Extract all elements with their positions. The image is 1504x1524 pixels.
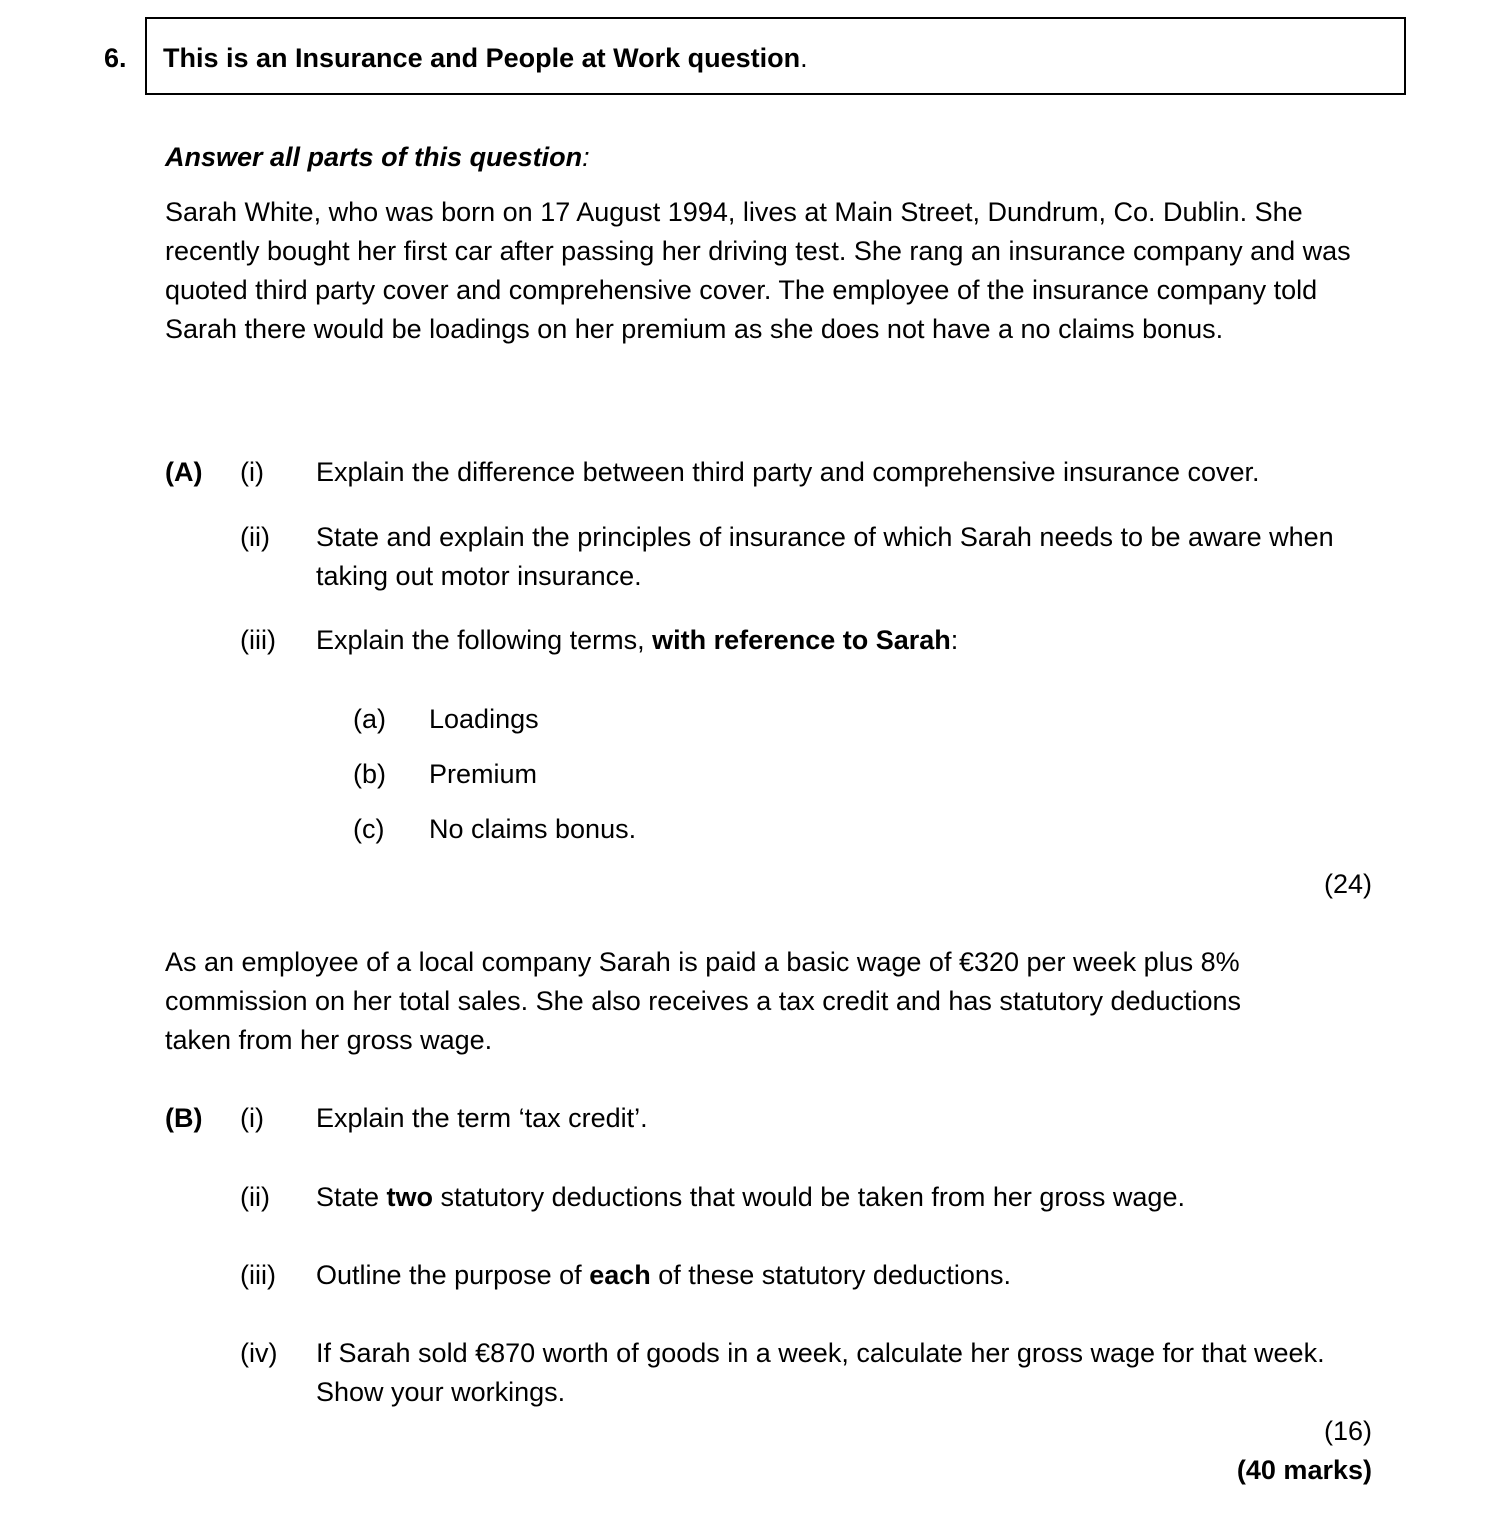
part-b-item-4-text: If Sarah sold €870 worth of goods in a week, calculate her gross wage for that week. Show your workings. xyxy=(316,1338,1325,1407)
part-a-item-3-pre: Explain the following terms, xyxy=(316,625,653,655)
part-b-item-3-num: (iii) xyxy=(240,1260,276,1290)
part-a-item-2-num: (ii) xyxy=(240,522,270,552)
part-b-item-3-pre: Outline the purpose of xyxy=(316,1260,590,1290)
part-a-item-3-text xyxy=(316,621,958,660)
part-b-item-1-num: (i) xyxy=(240,1103,264,1133)
part-a-sub-c-text: No claims bonus. xyxy=(429,814,637,844)
instruction-tail: : xyxy=(582,142,590,172)
part-a-sub-c-num: (c) xyxy=(353,814,385,844)
part-a-sub-b-text: Premium xyxy=(429,759,538,789)
question-title-box xyxy=(145,17,1406,95)
part-a-item-1-text: Explain the difference between third party and comprehensive insurance cover. xyxy=(316,457,1260,487)
question-number: 6. xyxy=(104,43,127,73)
part-b-marks: (16) xyxy=(1323,1416,1372,1446)
part-b-item-2-bold: two xyxy=(386,1182,434,1212)
part-b-item-3-text xyxy=(316,1256,1011,1295)
employment-paragraph: As an employee of a local company Sarah is paid a basic wage of €320 per week plus 8% commission on her total sales. She also receives a tax credit and has statutory deductions taken from her gross wage. xyxy=(165,947,1242,1055)
part-b-label: (B) xyxy=(165,1103,203,1133)
total-marks: (40 marks) xyxy=(1236,1455,1372,1485)
part-a-item-1-num: (i) xyxy=(240,457,264,487)
instruction-text: Answer all parts of this question xyxy=(165,142,583,172)
part-a-marks: (24) xyxy=(1323,869,1372,899)
part-b-item-3-bold: each xyxy=(589,1260,651,1290)
question-title xyxy=(163,39,808,78)
part-a-item-3-post: : xyxy=(950,625,959,655)
instruction xyxy=(165,138,590,177)
part-b-item-2-pre: State xyxy=(316,1182,387,1212)
part-a-label: (A) xyxy=(165,457,203,487)
part-b-item-3-post: of these statutory deductions. xyxy=(650,1260,1011,1290)
part-a-sub-a-text: Loadings xyxy=(429,704,539,734)
part-b-item-4-num: (iv) xyxy=(240,1338,278,1368)
part-b-item-2-text xyxy=(316,1178,1185,1217)
intro-paragraph: Sarah White, who was born on 17 August 1994, lives at Main Street, Dundrum, Co. Dublin. She recently bought her first car after passing her driving test. She rang an insurance company and was quoted third party cover and comprehensive cover. The employee of the insurance company told Sarah there would be loadings on her premium as she does not have a no claims bonus. xyxy=(165,197,1351,344)
part-a-sub-b-num: (b) xyxy=(353,759,386,789)
part-b-item-2-num: (ii) xyxy=(240,1182,270,1212)
part-b-item-2-post: statutory deductions that would be taken from her gross wage. xyxy=(433,1182,1185,1212)
part-b-item-1-text: Explain the term ‘tax credit’. xyxy=(316,1103,648,1133)
part-a-item-2-text: State and explain the principles of insurance of which Sarah needs to be aware when taking out motor insurance. xyxy=(316,522,1334,591)
question-title-bold: This is an Insurance and People at Work question xyxy=(163,43,801,73)
part-a-item-3-bold: with reference to Sarah xyxy=(652,625,951,655)
part-a-item-3-num: (iii) xyxy=(240,625,276,655)
question-title-tail: . xyxy=(800,43,808,73)
part-a-sub-a-num: (a) xyxy=(353,704,386,734)
